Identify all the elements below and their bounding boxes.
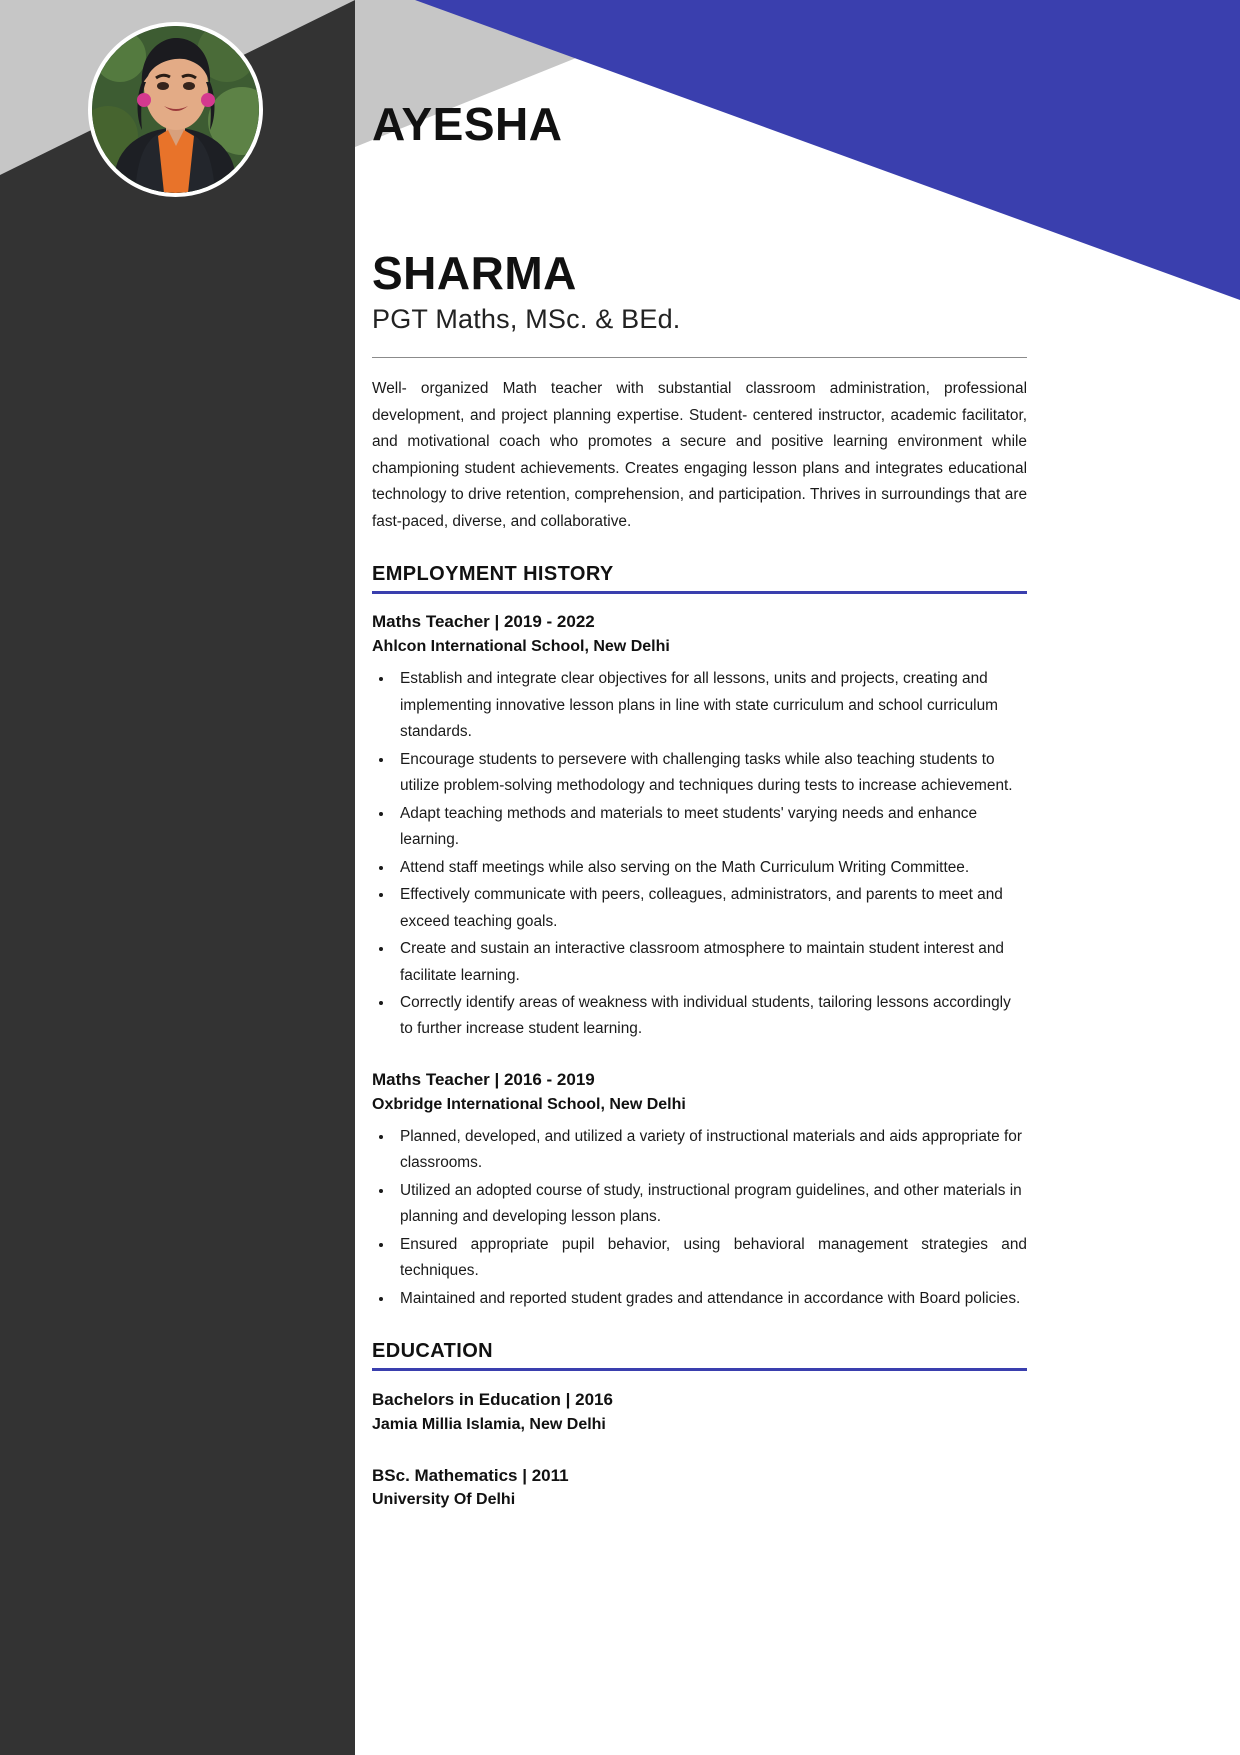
job-organization: Oxbridge International School, New Delhi bbox=[372, 1095, 686, 1113]
sidebar bbox=[0, 0, 355, 1755]
main-column bbox=[372, 0, 1027, 1538]
job-subtitle: PGT Maths, MSc. & BEd. bbox=[372, 304, 681, 335]
section-underline bbox=[372, 1368, 1027, 1371]
job-title: Maths Teacher | 2019 - 2022 bbox=[372, 612, 595, 632]
bullet: • Planned, developed, and utilized a variety of instructional materials and aids appropriate for classrooms. bbox=[394, 1124, 1027, 1177]
bullet: • Encourage students to persevere with challenging tasks while also teaching students to utilize problem-solving methodology and techniques during tests to increase achievement. bbox=[394, 747, 1027, 800]
job-entry bbox=[372, 610, 1027, 1043]
education-title: BSc. Mathematics | 2011 bbox=[372, 1465, 569, 1485]
bullet: • Maintained and reported student grades and attendance in accordance with Board policies. bbox=[394, 1286, 1027, 1312]
last-name: SHARMA bbox=[372, 247, 577, 300]
spacer bbox=[372, 1044, 1027, 1068]
education-heading: EDUCATION bbox=[372, 1340, 494, 1363]
employment-heading: EMPLOYMENT HISTORY bbox=[372, 563, 614, 586]
divider bbox=[372, 357, 1027, 358]
education-organization: University Of Delhi bbox=[372, 1491, 516, 1509]
bullet: • Ensured appropriate pupil behavior, using behavioral management strategies and techniques. bbox=[394, 1232, 1027, 1285]
education-entry bbox=[372, 1463, 1027, 1513]
bullet: • Adapt teaching methods and materials to meet students' varying needs and enhance learning. bbox=[394, 801, 1027, 854]
profile-summary: Well- organized Math teacher with substantial classroom administration, professional development, and project planning expertise. Student- centered instructor, academic facilitator, and motivational coach who promotes a secure and positive learning environment while championing student achievements. Creates engaging lesson plans and integrates educational technology to drive retention, comprehension, and participation. Thrives in surroundings that are fast-paced, diverse, and collaborative. bbox=[372, 380, 1027, 530]
bullet: • Utilized an adopted course of study, instructional program guidelines, and other materials in planning and developing lesson plans. bbox=[394, 1178, 1027, 1231]
bullet: • Attend staff meetings while also serving on the Math Curriculum Writing Committee. bbox=[394, 855, 1027, 881]
avatar bbox=[88, 22, 263, 197]
job-title: Maths Teacher | 2016 - 2019 bbox=[372, 1069, 595, 1089]
education-organization: Jamia Millia Islamia, New Delhi bbox=[372, 1415, 606, 1433]
job-entry bbox=[372, 1068, 1027, 1312]
first-name: AYESHA bbox=[372, 98, 563, 150]
job-organization: Ahlcon International School, New Delhi bbox=[372, 637, 670, 655]
bullet: • Establish and integrate clear objectives for all lessons, units and projects, creating and implementing innovative lesson plans in line with state curriculum and school curriculum standards. bbox=[394, 666, 1027, 745]
section-underline bbox=[372, 591, 1027, 594]
education-title: Bachelors in Education | 2016 bbox=[372, 1390, 613, 1410]
bullet: • Effectively communicate with peers, colleagues, administrators, and parents to meet and exceed teaching goals. bbox=[394, 882, 1027, 935]
education-entry bbox=[372, 1387, 1027, 1437]
bullet: • Create and sustain an interactive classroom atmosphere to maintain student interest and facilitate learning. bbox=[394, 936, 1027, 989]
bullet: • Correctly identify areas of weakness with individual students, tailoring lessons accordingly to further increase student learning. bbox=[394, 990, 1027, 1043]
job-bullets bbox=[394, 1124, 1027, 1312]
job-bullets bbox=[394, 666, 1027, 1043]
